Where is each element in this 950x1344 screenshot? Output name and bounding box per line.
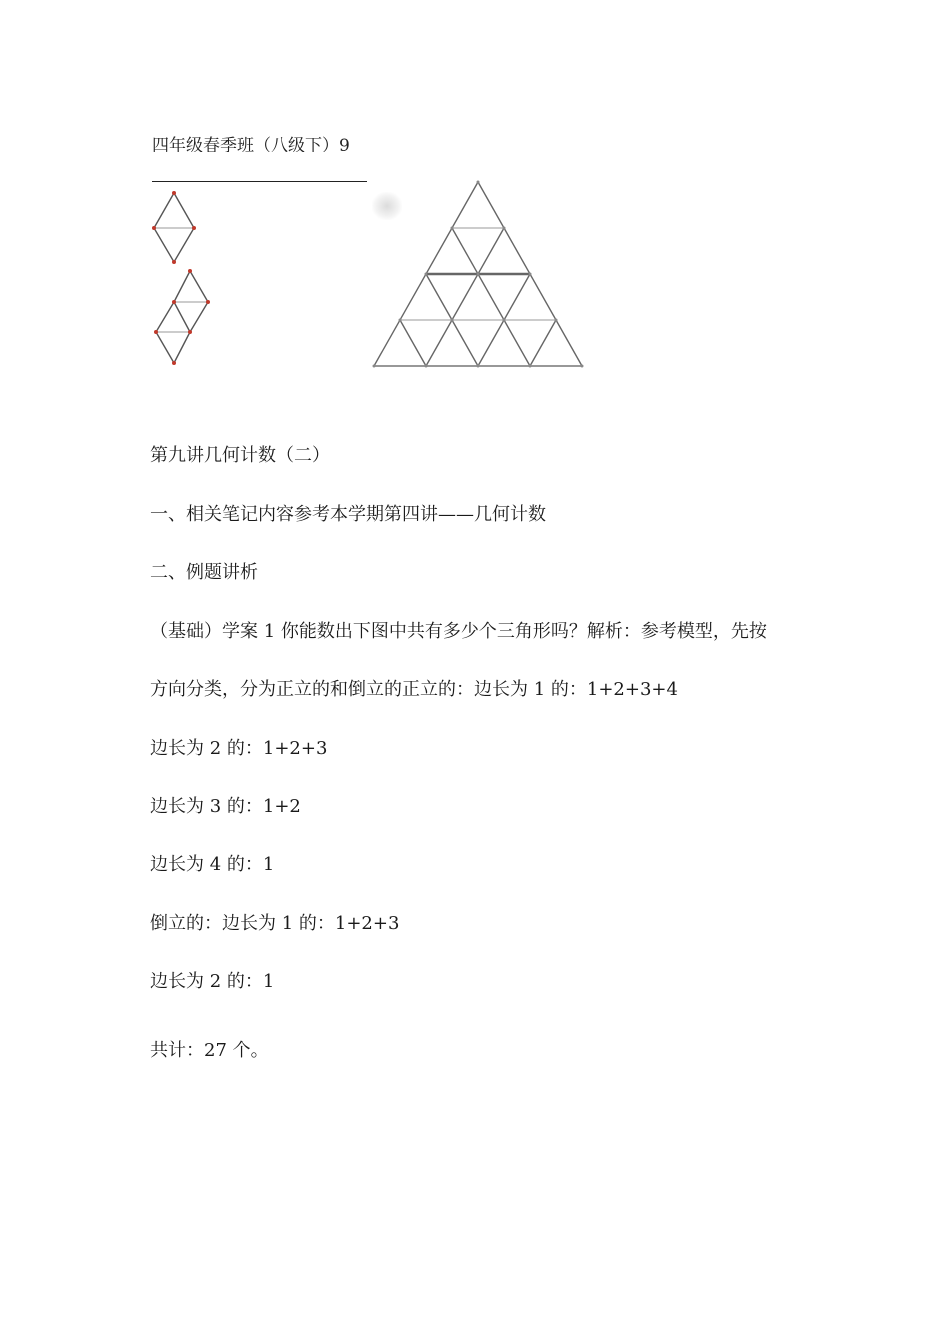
rhombus-figure-top [152,191,196,264]
rhombus-figure-bottom [154,269,210,365]
solution-line: 倒立的：边长为 1 的：1+2+3 [150,913,400,934]
header-rule [152,181,367,182]
section-notes: 一、相关笔记内容参考本学期第四讲——几何计数 [150,504,546,525]
solution-line: 边长为 2 的：1 [150,971,275,992]
triangle-grid-figure [366,175,592,375]
rhombus-figures [140,185,230,375]
example-question: （基础）学案 1 你能数出下图中共有多少个三角形吗？解析：参考模型，先按 [150,621,767,642]
page-header: 四年级春季班（八级下）9 [152,136,350,152]
solution-total: 共计：27 个。 [150,1040,269,1061]
section-examples: 二、例题讲析 [150,562,258,583]
solution-line: 边长为 2 的：1+2+3 [150,738,328,759]
lecture-title: 第九讲几何计数（二） [150,445,330,466]
solution-line: 边长为 3 的：1+2 [150,796,301,817]
solution-line: 边长为 4 的：1 [150,854,275,875]
solution-line: 方向分类，分为正立的和倒立的正立的：边长为 1 的：1+2+3+4 [150,679,678,700]
